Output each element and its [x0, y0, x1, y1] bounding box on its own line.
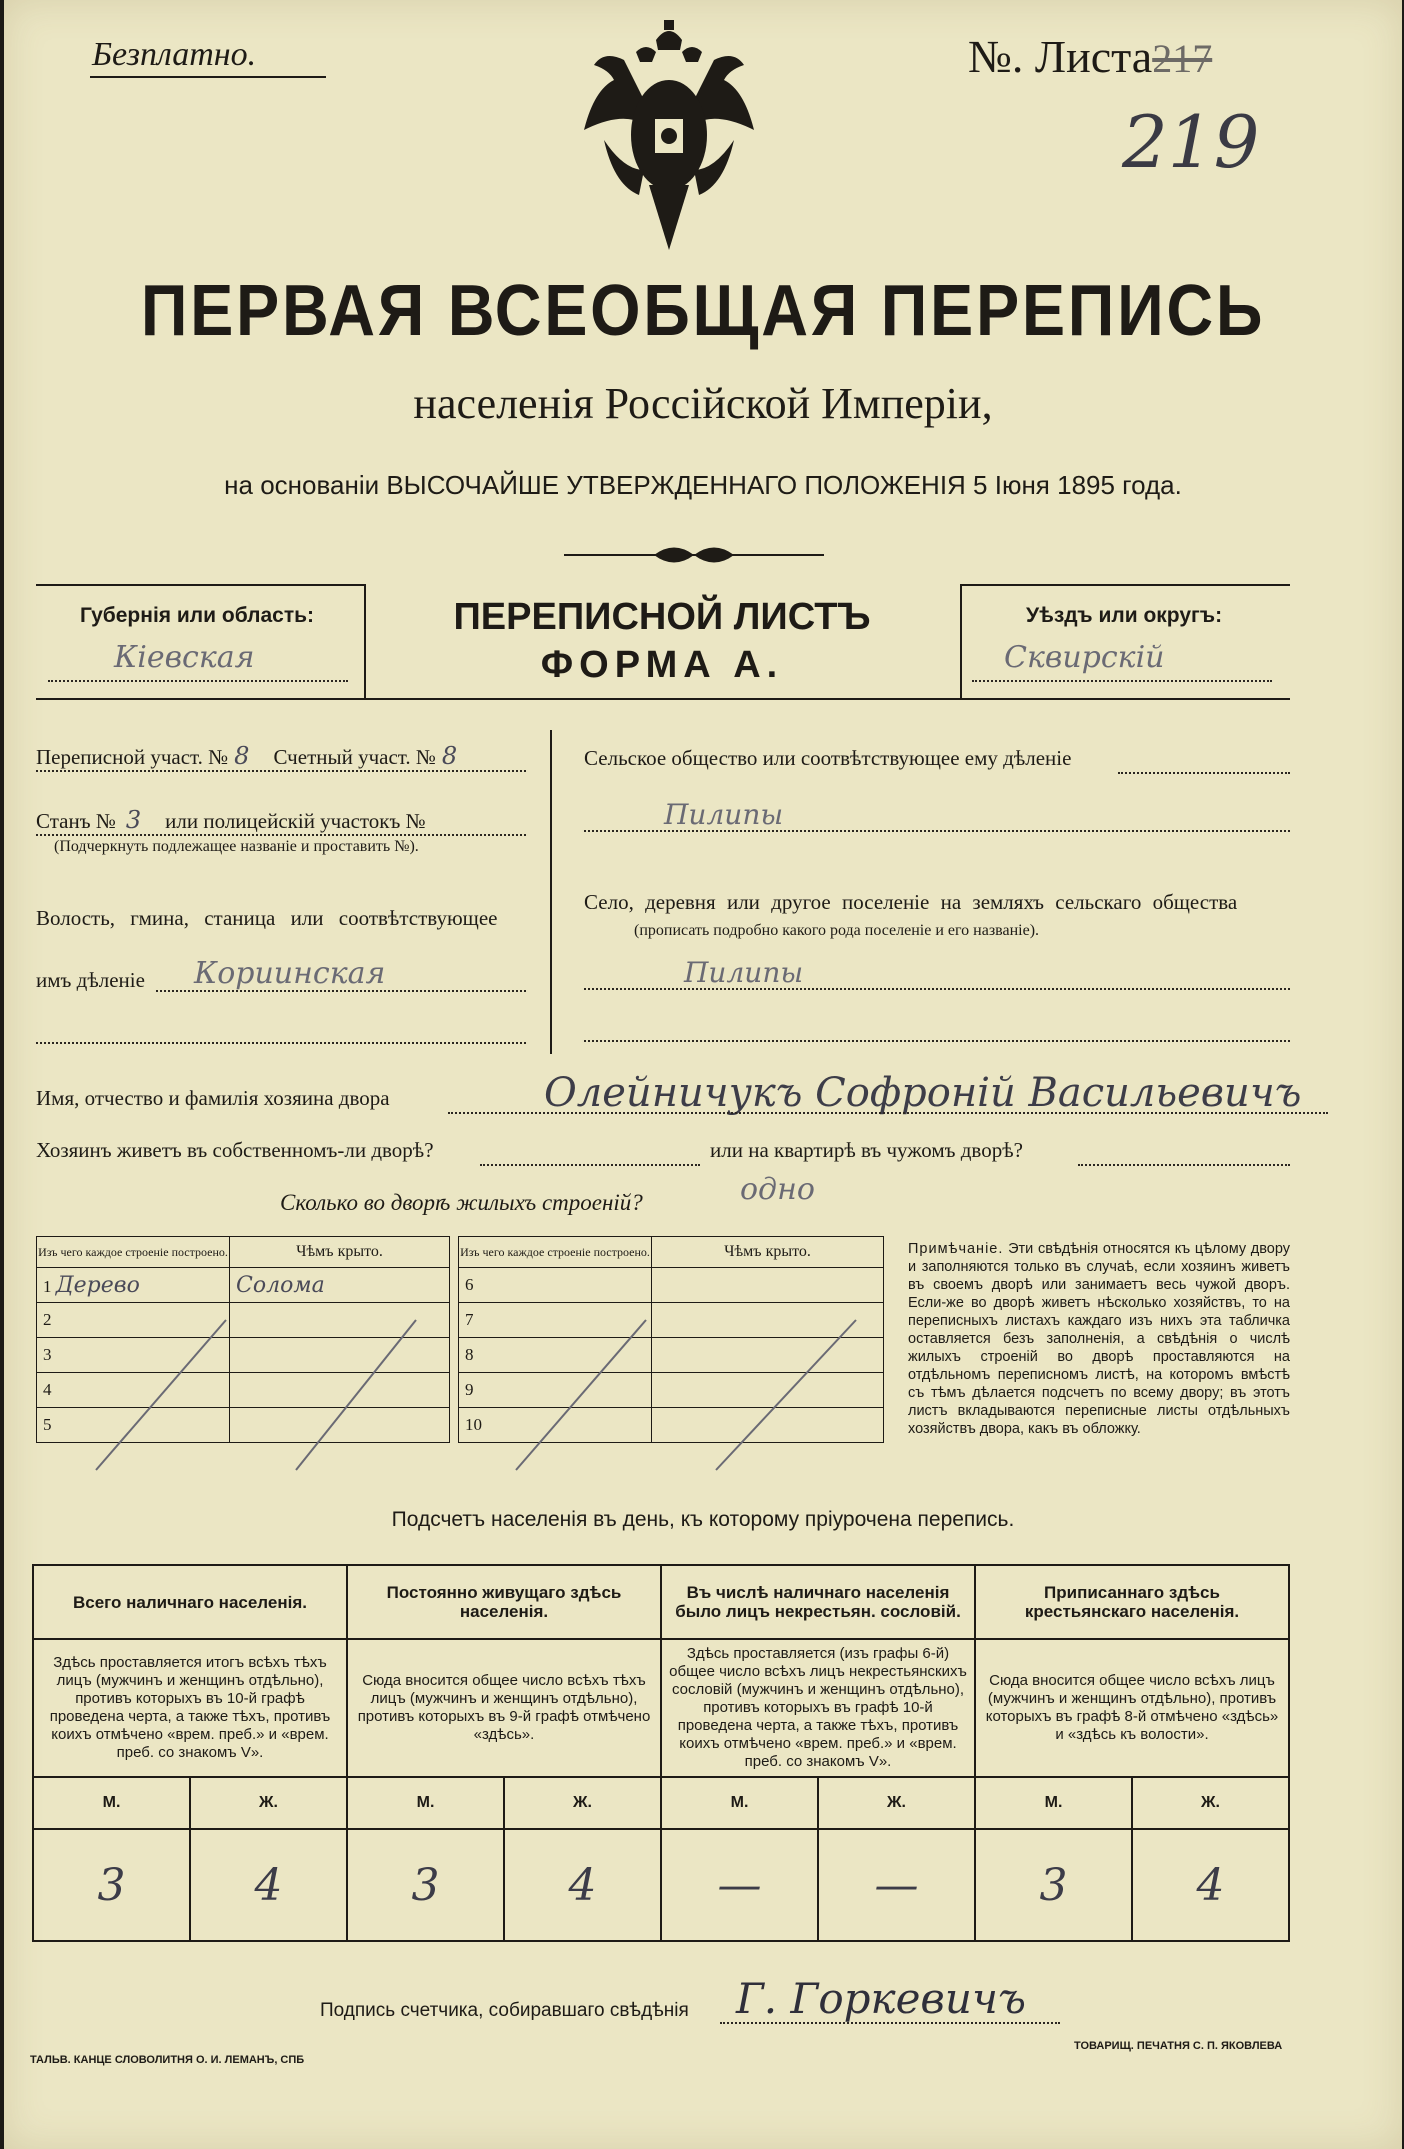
pop-col4-desc: Сюда вносится общее число всѣхъ лицъ (мужчинъ и женщинъ отдѣльно), противъ которыхъ въ графѣ 8-й отмѣчено «здѣсь» и «здѣсь къ волости». [975, 1639, 1289, 1777]
pop-col2-head: Постоянно живущаго здѣсь населенія. [347, 1565, 661, 1639]
male-header: М. [975, 1777, 1132, 1829]
owner-value: Олейничукъ Софроній Васильевичъ [544, 1070, 1302, 1116]
right-imprint: ТОВАРИЩ. ПЕЧАТНЯ С. П. ЯКОВЛЕВА [1074, 2040, 1283, 2052]
field-divider [550, 730, 552, 1054]
rented-label: или на квартирѣ въ чужомъ дворѣ? [710, 1138, 1023, 1162]
selskoe-value: Пилипы [664, 798, 784, 831]
imperial-eagle-emblem [564, 20, 774, 250]
pop-col2-desc: Сюда вносится общее число всѣхъ тѣхъ лицъ (мужчинъ и женщинъ отдѣльно), противъ которыхъ въ 9-й графѣ отмѣчено «здѣсь». [347, 1639, 661, 1777]
gubernia-line [48, 680, 348, 682]
col-roof-header-2: Чѣмъ крыто. [652, 1237, 884, 1268]
empty-rows-strike [36, 1300, 884, 1476]
left-imprint: ТАЛЬВ. КАНЦЕ СЛОВОЛИТНЯ О. И. ЛЕМАНЪ, СПБ [30, 2054, 305, 2066]
pop-col1-desc: Здѣсь проставляется итогъ всѣхъ тѣхъ лицъ (мужчинъ и женщинъ отдѣльно), противъ которыхъ въ 10-й графѣ проведена черта, а также тѣхъ, противъ коихъ отмѣчено «врем. преб.» и «врем. преб. со знакомъ V». [33, 1639, 347, 1777]
uezd-line [972, 680, 1272, 682]
table-row: 9 [459, 1373, 884, 1408]
male-header: М. [661, 1777, 818, 1829]
col-built-header-2: Изъ чего каждое строеніе построено. [459, 1237, 652, 1268]
signature-line [720, 2022, 1060, 2024]
table-row: 6 [459, 1268, 884, 1303]
uezd-value: Сквирскій [1004, 640, 1165, 675]
col-built-header: Изъ чего каждое строеніе построено. [37, 1237, 230, 1268]
total-male-value: 3 [33, 1829, 190, 1941]
table-row: 7 [459, 1303, 884, 1338]
non-peasant-female-value: — [818, 1829, 975, 1941]
buildings-value: одно [740, 1172, 815, 1207]
selo-value: Пилипы [684, 956, 804, 989]
underline-note: (Подчеркнуть подлежащее названіе и проставить №). [54, 838, 419, 855]
female-header: Ж. [1132, 1777, 1289, 1829]
male-header: М. [347, 1777, 504, 1829]
free-label: Безплатно. [92, 36, 257, 73]
selskoe-label: Сельское общество или соотвѣтствующее ему дѣленіе [584, 746, 1072, 770]
male-header: М. [33, 1777, 190, 1829]
gubernia-value: Кіевская [114, 640, 255, 675]
female-header: Ж. [504, 1777, 661, 1829]
pop-col3-head: Въ числѣ наличнаго населенія было лицъ некрестьян. сословій. [661, 1565, 975, 1639]
table-row: 1 Дерево Солома [37, 1268, 450, 1303]
volost-label-2: имъ дѣленіе [36, 968, 145, 992]
form-name-line1: ПЕРЕПИСНОЙ ЛИСТЪ [453, 596, 871, 638]
gubernia-label: Губернія или область: [80, 604, 315, 627]
box-bottom [36, 698, 1290, 700]
selo-line [584, 988, 1290, 990]
box-right-left [960, 584, 962, 700]
stan-line [36, 834, 526, 836]
ornament-divider [564, 540, 824, 570]
table-row: 3 [37, 1338, 450, 1373]
pop-col4-head: Приписаннаго здѣсь крестьянскаго населенія. [975, 1565, 1289, 1639]
note-block: Примѣчаніе. Эти свѣдѣнія относятся къ цѣлому двору и заполняются только въ случаѣ, если хозяинъ живетъ въ своемъ дворѣ или занимаетъ весь чужой дворъ. Если-же во дворѣ живетъ нѣсколько хозяйствъ, то на переписныхъ листахъ каждаго изъ нихъ эта табличка оставляется безъ заполненія, а свѣдѣнія о числѣ жилыхъ строеній во дворѣ проставляются на отдѣльномъ переписномъ листѣ, на которомъ вмѣстѣ съ тѣмъ дѣлается подсчетъ по всему двору; въ этотъ листъ вкладываются переписные листы отдѣльныхъ хозяйствъ двора, какъ въ обложку. [908, 1241, 1290, 1437]
permanent-male-value: 3 [347, 1829, 504, 1941]
registered-female-value: 4 [1132, 1829, 1289, 1941]
stan-label: Станъ № 3 или полицейскій участокъ № [36, 806, 426, 834]
own-yard-line [480, 1164, 700, 1166]
selskoe-line [1118, 772, 1290, 774]
signature-label: Подпись счетчика, собиравшаго свѣдѣнія [320, 2000, 689, 2021]
main-title: ПЕРВАЯ ВСЕОБЩАЯ ПЕРЕПИСЬ [140, 271, 1266, 351]
female-header: Ж. [818, 1777, 975, 1829]
perepisnoy-uchast-label: Переписной участ. № 8 Счетный участ. № 8 [36, 742, 458, 770]
total-female-value: 4 [190, 1829, 347, 1941]
owner-line [448, 1112, 1328, 1114]
uezd-label: Уѣздъ или округъ: [1026, 604, 1223, 627]
rented-line [1078, 1164, 1290, 1166]
volost-line [156, 990, 526, 992]
selo-label: Село, деревня или другое поселеніе на земляхъ сельскаго общества [584, 890, 1238, 914]
selo-note: (прописать подробно какого рода поселеніе и его названіе). [634, 922, 1040, 939]
basis-line: на основаніи ВЫСОЧАЙШЕ УТВЕРЖДЕННАГО ПОЛОЖЕНІЯ 5 Іюня 1895 года. [224, 470, 1182, 500]
selskoe-line-2 [584, 830, 1290, 832]
population-table [32, 1564, 1290, 1942]
sub-title: населенія Россійской Имперіи, [413, 379, 993, 428]
box-right-top [960, 584, 1290, 586]
form-name-line2: ФОРМА А. [540, 644, 784, 686]
col-roof-header: Чѣмъ крыто. [230, 1237, 450, 1268]
registered-male-value: 3 [975, 1829, 1132, 1941]
sheet-number-label: №. Листа217 [968, 31, 1213, 82]
sheet-number-handwritten: 219 [1122, 100, 1260, 184]
table-row: 2 [37, 1303, 450, 1338]
signature-value: Г. Горкевичъ [736, 1974, 1027, 2023]
owner-label: Имя, отчество и фамилія хозяина двора [36, 1086, 390, 1110]
buildings-label: Сколько во дворѣ жилыхъ строеній? [280, 1190, 643, 1215]
table-row: 4 [37, 1373, 450, 1408]
pop-col1-head: Всего наличнаго населенія. [33, 1565, 347, 1639]
pop-col3-desc: Здѣсь проставляется (изъ графы 6-й) общее число всѣхъ лицъ некрестьянскихъ сословій (мужчинъ и женщинъ отдѣльно), противъ которыхъ въ графѣ 10-й проведена черта, а также тѣхъ, противъ коихъ отмѣчено «врем. преб.» и «врем. преб. со знакомъ V». [661, 1639, 975, 1777]
volost-line-2 [36, 1042, 526, 1044]
own-yard-label: Хозяинъ живетъ въ собственномъ-ли дворѣ? [36, 1138, 434, 1162]
population-title: Подсчетъ населенія въ день, къ которому пріурочена перепись. [391, 1508, 1015, 1531]
free-underline [90, 76, 326, 78]
volost-label: Волость, гмина, станица или соотвѣтствующее [36, 906, 498, 930]
census-sheet [4, 0, 1402, 2149]
uchast-line [36, 770, 526, 772]
table-row: 5 [37, 1408, 450, 1443]
volost-value: Кориинская [194, 956, 386, 991]
permanent-female-value: 4 [504, 1829, 661, 1941]
non-peasant-male-value: — [661, 1829, 818, 1941]
table-row: 10 [459, 1408, 884, 1443]
female-header: Ж. [190, 1777, 347, 1829]
box-left-top [36, 584, 366, 586]
selo-line-2 [584, 1040, 1290, 1042]
table-row: 8 [459, 1338, 884, 1373]
